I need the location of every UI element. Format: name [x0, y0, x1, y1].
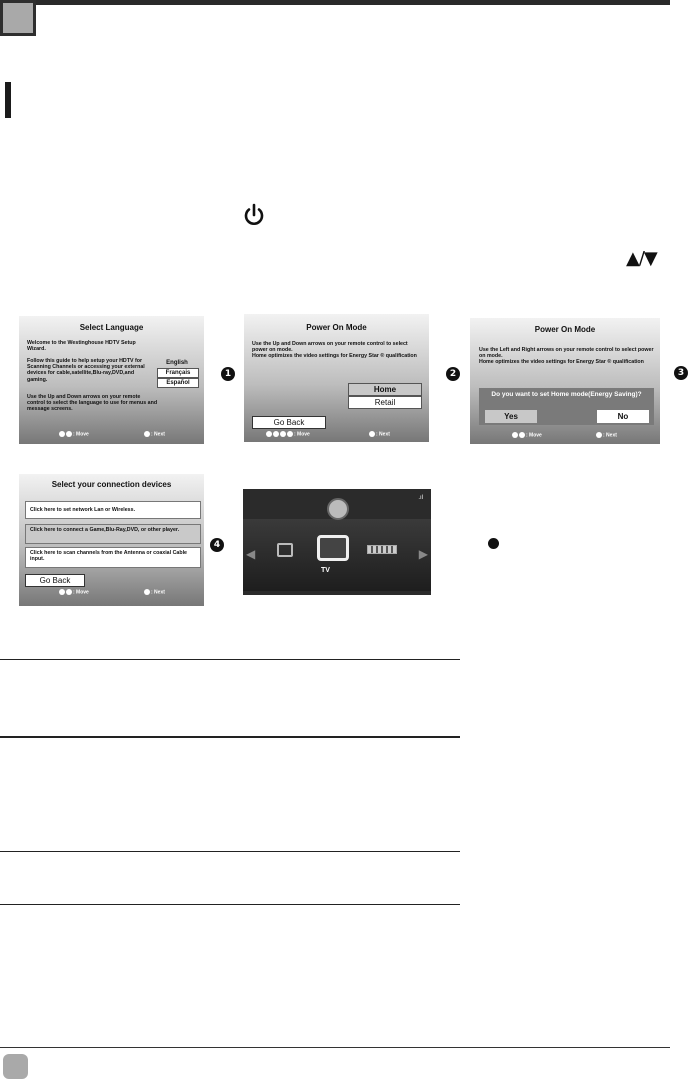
footer-next: : Next — [144, 589, 165, 595]
network-option[interactable]: Click here to set network Lan or Wireless. — [25, 501, 201, 519]
header-tab — [0, 0, 36, 36]
ok-button-icon — [144, 431, 150, 437]
usb-icon[interactable] — [367, 545, 397, 554]
ok-button-icon — [369, 431, 375, 437]
language-option-english[interactable]: English — [166, 360, 188, 366]
tv-label: TV — [321, 567, 330, 574]
go-back-button[interactable]: Go Back — [252, 416, 326, 429]
footer-move: : Move — [266, 431, 310, 437]
step-number-1: 1 — [221, 367, 235, 381]
up-button-icon — [287, 431, 293, 437]
screen-title: Select your connection devices — [51, 480, 172, 489]
table-rule-4 — [0, 904, 460, 905]
dialog-question: Do you want to set Home mode(Energy Saving)? — [491, 391, 642, 398]
power-icon — [242, 203, 266, 227]
screen-title: Power On Mode — [306, 323, 367, 332]
down-button-icon — [280, 431, 286, 437]
up-down-arrows-icon: ▲/▼ — [626, 248, 657, 269]
signal-icon: .ıl — [418, 495, 423, 501]
player-option[interactable]: Click here to connect a Game,Blu-Ray,DVD, or other player. — [25, 524, 201, 544]
scan-channels-option[interactable]: Click here to scan channels from the Antenna or coaxial Cable input. — [25, 547, 201, 568]
step-number-2: 2 — [446, 367, 460, 381]
menu-right-arrow-icon[interactable]: ▶ — [418, 547, 428, 561]
screen-select-language — [19, 316, 204, 444]
welcome-text: Welcome to the Westinghouse HDTV Setup Wizard. — [27, 340, 136, 353]
left-button-icon — [512, 432, 518, 438]
footer-rule — [0, 1047, 670, 1048]
menu-left-arrow-icon[interactable]: ◀ — [246, 547, 256, 561]
step-number-3: 3 — [674, 366, 688, 380]
yes-button[interactable]: Yes — [485, 410, 537, 423]
confirm-dialog — [479, 388, 654, 425]
brand-logo — [327, 498, 349, 520]
guide-text: Follow this guide to help setup your HDTV for Scanning Channels or accessing your external devices for cable,satellite,Blu-ray,DVD,and gaming. — [27, 358, 145, 383]
go-back-button[interactable]: Go Back — [25, 574, 85, 587]
table-rule-1 — [0, 659, 460, 660]
section-bar — [5, 82, 11, 118]
language-option-espanol[interactable]: Español — [157, 378, 199, 388]
ok-button-icon — [144, 589, 150, 595]
top-rule — [0, 0, 670, 5]
no-button[interactable]: No — [597, 410, 649, 423]
power-mode-text: Use the Up and Down arrows on your remote control to select power on mode. Home optimizes the video settings for Energy Star ® qualification — [252, 341, 417, 360]
step-number-4: 4 — [210, 538, 224, 552]
footer-next: : Next — [144, 431, 165, 437]
screen-connection-devices — [19, 474, 204, 606]
footer-move: : Move — [512, 432, 542, 438]
language-option-francais[interactable]: Français — [157, 368, 199, 378]
header-tab-inner — [3, 3, 33, 33]
left-button-icon — [266, 431, 272, 437]
footer-next: : Next — [369, 431, 390, 437]
screen-power-on-mode-list — [244, 314, 429, 442]
via-icon[interactable] — [277, 543, 293, 557]
up-button-icon — [66, 589, 72, 595]
power-option-retail[interactable]: Retail — [348, 396, 422, 409]
ok-button-icon — [596, 432, 602, 438]
instruction-text: Use the Up and Down arrows on your remote control to select the language to use for menus and message screens. — [27, 394, 158, 413]
down-button-icon — [59, 589, 65, 595]
power-mode-text: Use the Left and Right arrows on your remote control to select power on mode. Home optimizes the video settings for Energy Star ® qualification — [479, 347, 654, 366]
bullet-marker — [488, 538, 499, 549]
screen-power-on-mode-dialog — [470, 318, 660, 444]
footer-move: : Move — [59, 431, 89, 437]
up-button-icon — [66, 431, 72, 437]
screen-media-menu — [243, 489, 431, 595]
screen-title: Power On Mode — [534, 325, 596, 334]
footer-next: : Next — [596, 432, 617, 438]
table-rule-3 — [0, 851, 460, 852]
screen-title: Select Language — [79, 323, 144, 332]
right-button-icon — [519, 432, 525, 438]
power-option-home[interactable]: Home — [348, 383, 422, 396]
table-rule-2 — [0, 736, 460, 738]
down-button-icon — [59, 431, 65, 437]
footer-tab — [3, 1054, 28, 1079]
footer-move: : Move — [59, 589, 89, 595]
right-button-icon — [273, 431, 279, 437]
tv-icon[interactable] — [317, 535, 349, 561]
